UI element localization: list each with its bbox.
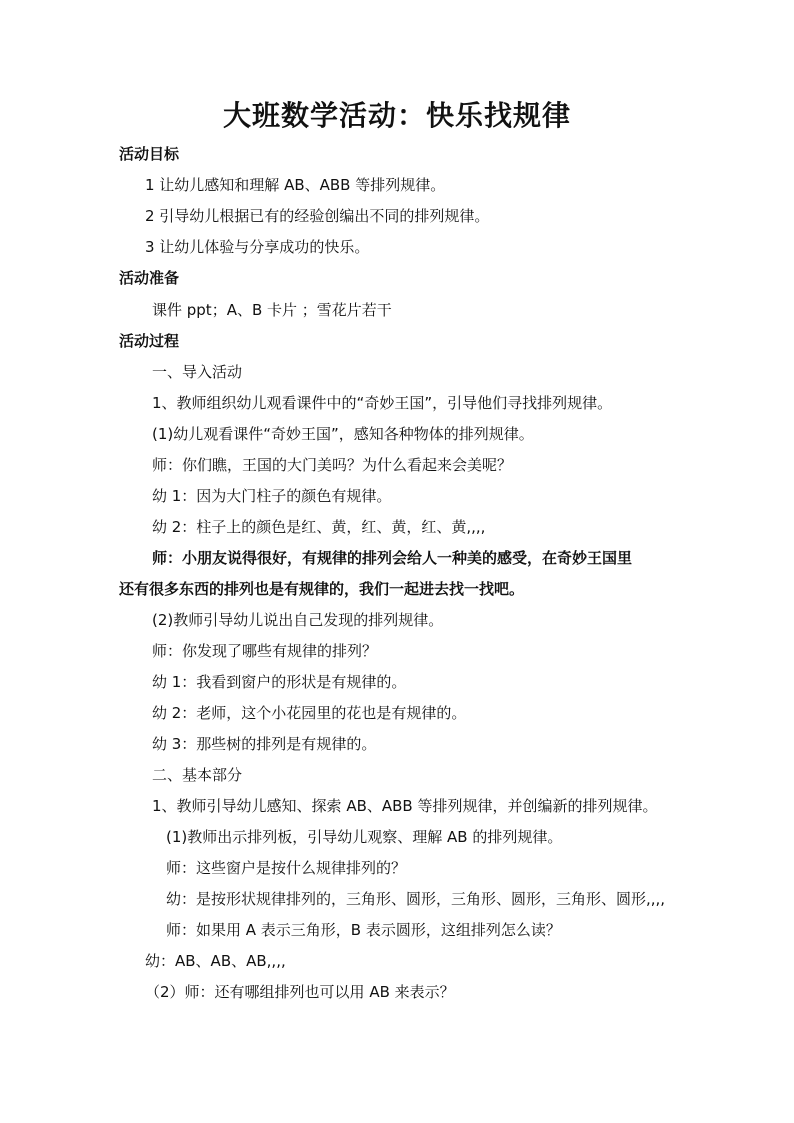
process-line: 幼 1：因为大门柱子的颜色有规律。 (152, 487, 392, 505)
process-line: (1)幼儿观看课件“奇妙王国”，感知各种物体的排列规律。 (152, 425, 534, 443)
process-line: 师：如果用 A 表示三角形，B 表示圆形，这组排列怎么读？ (166, 921, 561, 939)
process-line: 二、基本部分 (152, 766, 243, 784)
goal-line: 2 引导幼儿根据已有的经验创编出不同的排列规律。 (145, 207, 490, 225)
process-line: 师：这些窗户是按什么规律排列的？ (166, 859, 407, 877)
process-line: 师：你发现了哪些有规律的排列？ (152, 642, 378, 660)
process-heading: 活动过程 (119, 332, 180, 350)
process-line: 幼 3：那些树的排列是有规律的。 (152, 735, 377, 753)
process-line-bold: 还有很多东西的排列也是有规律的，我们一起进去找一找吧。 (119, 580, 525, 598)
process-line: (2)教师引导幼儿说出自己发现的排列规律。 (152, 611, 444, 629)
goal-line: 1 让幼儿感知和理解 AB、ABB 等排列规律。 (145, 176, 446, 194)
process-line: 幼：AB、AB、AB,,,, (145, 952, 286, 970)
process-line: 师：你们瞧，王国的大门美吗？为什么看起来会美呢？ (152, 456, 513, 474)
process-line: 幼：是按形状规律排列的，三角形、圆形，三角形、圆形，三角形、圆形,,,, (166, 890, 666, 908)
process-line: (1)教师出示排列板，引导幼儿观察、理解 AB 的排列规律。 (166, 828, 563, 846)
process-line: 1、教师引导幼儿感知、探索 AB、ABB 等排列规律，并创编新的排列规律。 (152, 797, 658, 815)
goals-heading: 活动目标 (119, 145, 180, 163)
process-line: （2）师：还有哪组排列也可以用 AB 来表示？ (145, 983, 455, 1001)
process-line-bold: 师：小朋友说得很好，有规律的排列会给人一种美的感受，在奇妙王国里 (152, 549, 633, 567)
process-line: 幼 2：老师，这个小花园里的花也是有规律的。 (152, 704, 467, 722)
process-line: 1、教师组织幼儿观看课件中的“奇妙王国”，引导他们寻找排列规律。 (152, 394, 613, 412)
document-title: 大班数学活动：快乐找规律 (222, 99, 571, 132)
process-line: 幼 1：我看到窗户的形状是有规律的。 (152, 673, 407, 691)
goal-line: 3 让幼儿体验与分享成功的快乐。 (145, 238, 370, 256)
prep-text: 课件 ppt；A、B 卡片 ；雪花片若干 (152, 301, 392, 319)
prep-heading: 活动准备 (119, 269, 180, 287)
process-line: 幼 2：柱子上的颜色是红、黄，红、黄，红、黄,,,, (152, 518, 486, 536)
process-line: 一、导入活动 (152, 363, 243, 381)
